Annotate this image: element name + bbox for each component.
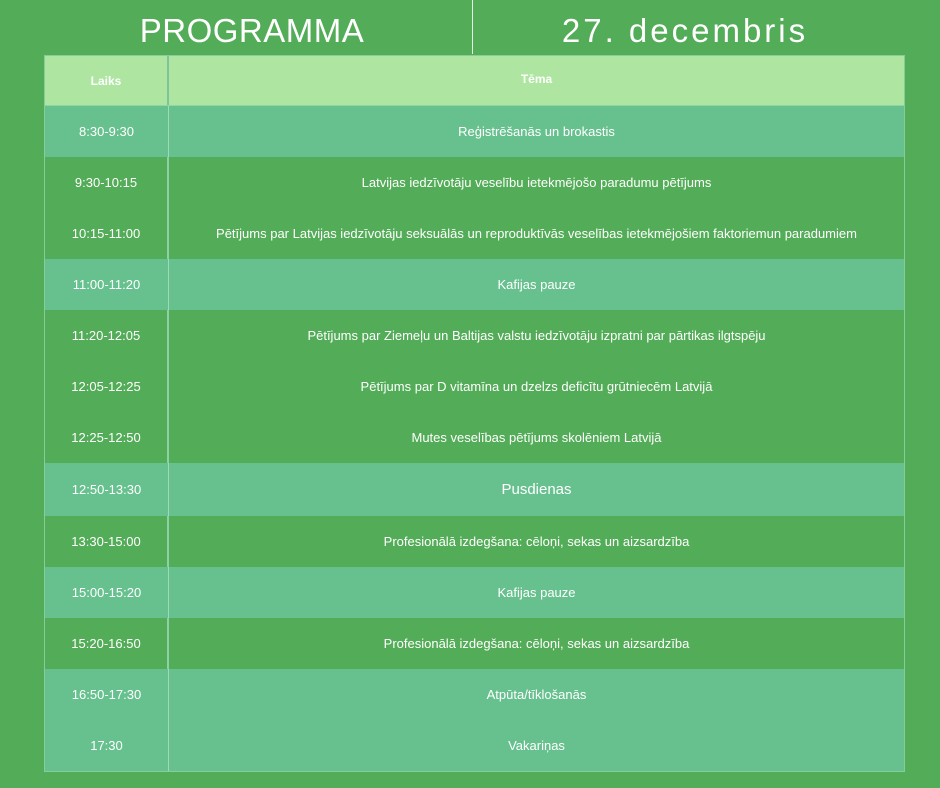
event-date: 27. decembris: [561, 12, 809, 49]
table-row: [45, 618, 904, 669]
topic-cell: Pētījums par Latvijas iedzīvotāju seksuālās un reproduktīvās veselības ietekmējošiem faktoriemun paradumiem: [169, 208, 904, 259]
time-cell: 15:20-16:50: [45, 618, 169, 669]
topic-cell: Kafijas pauze: [169, 259, 904, 310]
table-row: [45, 567, 904, 618]
table-row: [45, 157, 904, 208]
table-row: [45, 208, 904, 259]
topic-cell: Vakariņas: [169, 720, 904, 771]
time-cell: 12:50-13:30: [45, 463, 169, 516]
topic-cell: Profesionālā izdegšana: cēloņi, sekas un aizsardzība: [169, 618, 904, 669]
topic-cell: Pētījums par Ziemeļu un Baltijas valstu iedzīvotāju izpratni par pārtikas ilgtspēju: [169, 310, 904, 361]
table-row: [45, 310, 904, 361]
topic-cell: Pētījums par D vitamīna un dzelzs deficītu grūtniecēm Latvijā: [169, 361, 904, 412]
time-cell: 9:30-10:15: [45, 157, 169, 208]
topic-cell: Kafijas pauze: [169, 567, 904, 618]
table-row: [45, 463, 904, 516]
time-cell: 11:20-12:05: [45, 310, 169, 361]
table-row: [45, 669, 904, 720]
time-cell: 10:15-11:00: [45, 208, 169, 259]
topic-cell: Profesionālā izdegšana: cēloņi, sekas un aizsardzība: [169, 516, 904, 567]
page-header: [0, 0, 940, 56]
table-row: [45, 259, 904, 310]
table-row: [45, 361, 904, 412]
time-cell: 13:30-15:00: [45, 516, 169, 567]
time-cell: 12:25-12:50: [45, 412, 169, 463]
schedule-table: [44, 55, 905, 772]
time-cell: 17:30: [45, 720, 169, 771]
topic-cell: Mutes veselības pētījums skolēniem Latvijā: [169, 412, 904, 463]
table-row: [45, 106, 904, 157]
time-cell: 8:30-9:30: [45, 106, 169, 157]
column-header-topic: Tēma: [169, 56, 904, 105]
topic-cell: Latvijas iedzīvotāju veselību ietekmējošo paradumu pētījums: [169, 157, 904, 208]
time-cell: 11:00-11:20: [45, 259, 169, 310]
time-cell: 16:50-17:30: [45, 669, 169, 720]
page-title: PROGRAMMA: [139, 12, 365, 49]
topic-cell: Pusdienas: [169, 463, 904, 516]
time-cell: 15:00-15:20: [45, 567, 169, 618]
table-row: [45, 516, 904, 567]
topic-cell: Atpūta/tīklošanās: [169, 669, 904, 720]
table-row: [45, 720, 904, 771]
table-header-row: [45, 56, 904, 106]
table-row: [45, 412, 904, 463]
topic-cell: Reģistrēšanās un brokastis: [169, 106, 904, 157]
header-divider: [472, 0, 473, 54]
time-cell: 12:05-12:25: [45, 361, 169, 412]
column-header-time: Laiks: [45, 56, 169, 105]
